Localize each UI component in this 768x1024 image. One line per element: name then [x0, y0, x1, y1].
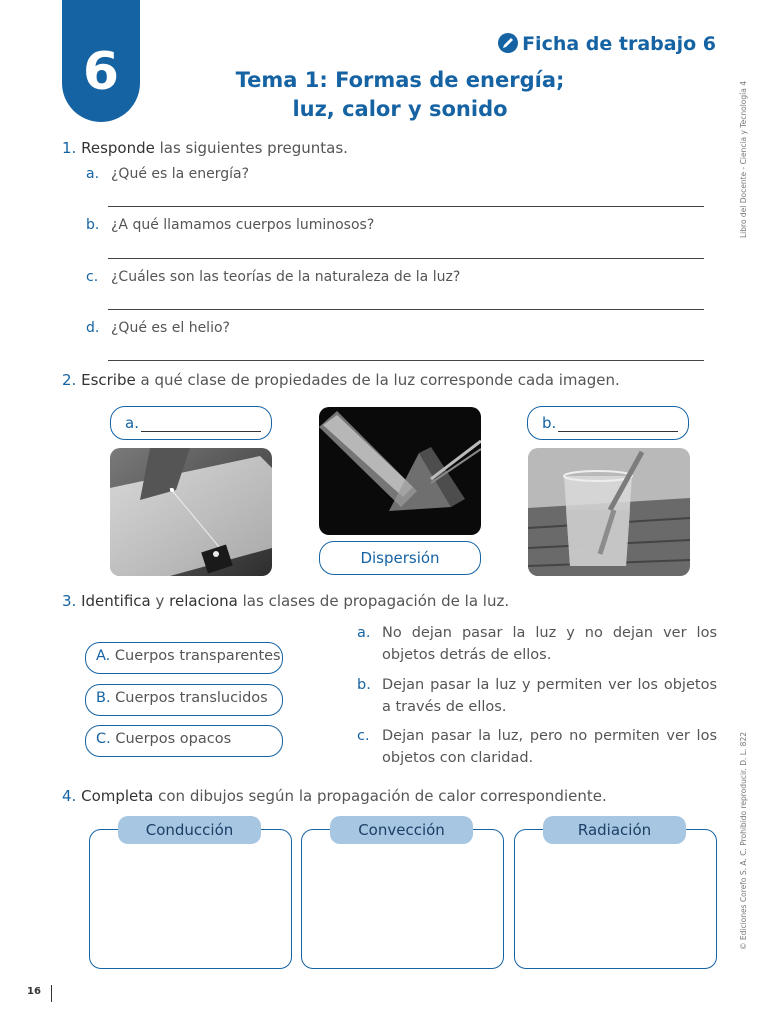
description-text: Dejan pasar la luz, pero no permiten ver los objetos con claridad.	[382, 728, 717, 766]
page-number: 16	[27, 986, 41, 997]
photo-light-reflection	[110, 448, 272, 576]
item-letter: d.	[86, 320, 100, 336]
question-text: las siguientes preguntas.	[154, 139, 348, 157]
description-text: Dejan pasar la luz y permiten ver los objetos a través de ellos.	[382, 677, 717, 715]
answer-dispersion[interactable]	[319, 541, 481, 575]
question-4	[62, 787, 607, 805]
chapter-number: 6	[82, 42, 120, 102]
answer-dispersion-text: Dispersión	[360, 549, 440, 567]
field-letter: a.	[125, 414, 139, 432]
question-verb: Responde	[81, 139, 155, 157]
answer-underline	[141, 431, 261, 432]
drawing-box-convection[interactable]	[301, 829, 504, 969]
item-letter: c.	[86, 269, 99, 285]
worksheet-label-text: Ficha de trabajo 6	[522, 33, 716, 55]
question-number: 1.	[62, 139, 77, 157]
page-title-line1: Tema 1: Formas de energía;	[235, 68, 565, 92]
description-letter: b.	[357, 677, 371, 693]
pencil-icon	[498, 33, 518, 53]
side-text-bottom: © Ediciones Corefo S. A. C. Prohibido reproducir. D. L. 822	[739, 732, 748, 950]
q1-item-c	[86, 269, 460, 285]
option-text: Cuerpos opacos	[110, 731, 232, 747]
description-a	[357, 622, 717, 666]
option-label	[96, 731, 231, 747]
box-label-convection: Convección	[330, 816, 473, 844]
question-verb: Escribe	[81, 371, 136, 389]
option-transparent[interactable]	[85, 642, 283, 674]
description-letter: a.	[357, 625, 371, 641]
option-opaque[interactable]	[85, 725, 283, 757]
field-letter: b.	[542, 414, 557, 432]
answer-underline	[558, 431, 678, 432]
question-number: 2.	[62, 371, 77, 389]
answer-field-b[interactable]	[527, 406, 689, 440]
question-1	[62, 139, 348, 157]
question-verb: Completa	[81, 787, 154, 805]
q1-item-b	[86, 217, 374, 233]
question-verb: relaciona	[169, 592, 238, 610]
q1-item-d	[86, 320, 230, 336]
page-title-line2: luz, calor y sonido	[292, 97, 508, 121]
option-text: Cuerpos transparentes	[110, 648, 281, 664]
page-title	[160, 66, 640, 124]
answer-line[interactable]	[108, 258, 704, 259]
description-c	[357, 725, 717, 769]
item-letter: a.	[86, 166, 100, 182]
item-text: ¿Qué es el helio?	[111, 320, 230, 336]
photo-glass-refraction	[528, 448, 690, 576]
drawing-box-conduction[interactable]	[89, 829, 292, 969]
option-letter: C.	[96, 731, 111, 747]
question-conj: y	[150, 592, 170, 610]
option-letter: B.	[96, 690, 111, 706]
answer-field-a[interactable]	[110, 406, 272, 440]
worksheet-label	[498, 33, 716, 55]
box-label-radiation: Radiación	[543, 816, 686, 844]
description-letter: c.	[357, 728, 370, 744]
chapter-badge	[62, 0, 140, 122]
option-translucent[interactable]	[85, 684, 283, 716]
item-letter: b.	[86, 217, 100, 233]
option-label	[96, 648, 281, 664]
photo-prism-dispersion	[319, 407, 481, 535]
question-3	[62, 592, 509, 610]
item-text: ¿Qué es la energía?	[111, 166, 250, 182]
question-2	[62, 371, 620, 389]
question-verb: Identifica	[81, 592, 151, 610]
question-text: a qué clase de propiedades de la luz corresponde cada imagen.	[135, 371, 620, 389]
description-text: No dejan pasar la luz y no dejan ver los objetos detrás de ellos.	[382, 625, 717, 663]
option-letter: A.	[96, 648, 111, 664]
answer-line[interactable]	[108, 206, 704, 207]
option-text: Cuerpos translucidos	[110, 690, 268, 706]
description-b	[357, 674, 717, 718]
item-text: ¿A qué llamamos cuerpos luminosos?	[111, 217, 375, 233]
drawing-box-radiation[interactable]	[514, 829, 717, 969]
item-text: ¿Cuáles son las teorías de la naturaleza de la luz?	[111, 269, 461, 285]
answer-line[interactable]	[108, 309, 704, 310]
page-number-divider	[51, 985, 52, 1002]
question-number: 3.	[62, 592, 77, 610]
question-text: las clases de propagación de la luz.	[237, 592, 510, 610]
question-number: 4.	[62, 787, 77, 805]
question-text: con dibujos según la propagación de calor correspondiente.	[153, 787, 607, 805]
option-label	[96, 690, 268, 706]
answer-line[interactable]	[108, 360, 704, 361]
side-text-top: Libro del Docente - Ciencia y Tecnología 4	[739, 81, 748, 238]
box-label-conduction: Conducción	[118, 816, 261, 844]
q1-item-a	[86, 166, 249, 182]
